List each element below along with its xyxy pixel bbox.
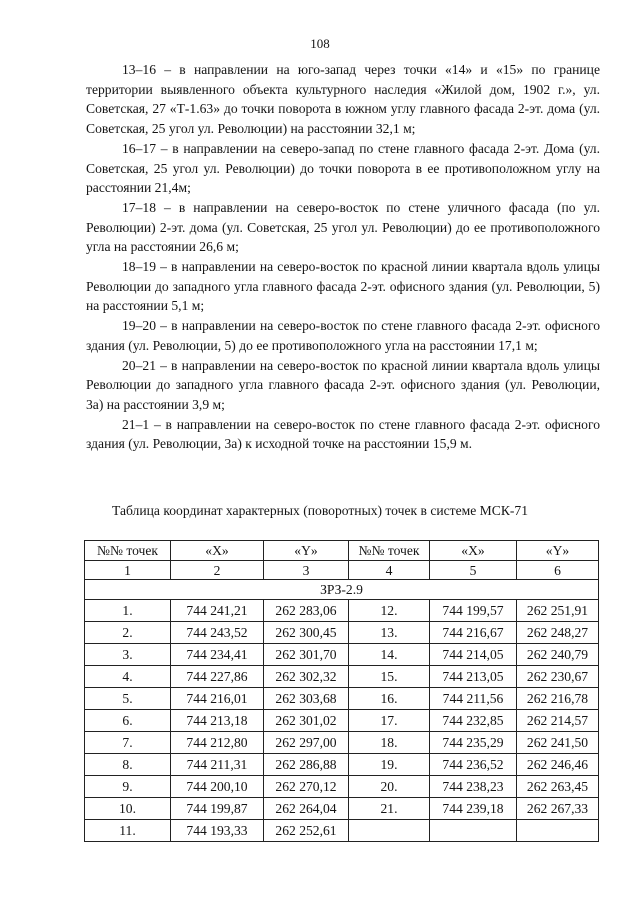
x-coordinate: 744 238,23 [430,776,517,798]
x-coordinate: 744 227,86 [171,666,264,688]
x-coordinate: 744 200,10 [171,776,264,798]
table-row [85,600,599,622]
paragraph: 13–16 – в направлении на юго-запад через точки «14» и «15» по границе территории выявленного объекта культурного наследия «Жилой дом, 1902 г.», ул. Советская, 27 «Т-1.63» до точки поворота в южном углу главного фасада 2-эт. дома (ул. Советская, 25 угол ул. Революции) на расстоянии 32,1 м; [86,62,600,137]
column-header: «Y» [264,541,349,561]
column-index: 4 [349,561,430,580]
column-header: №№ точек [85,541,171,561]
y-coordinate: 262 302,32 [264,666,349,688]
table-row [85,776,599,798]
point-number: 4. [85,666,171,688]
point-number: 8. [85,754,171,776]
x-coordinate: 744 243,52 [171,622,264,644]
column-index: 1 [85,561,171,580]
y-coordinate: 262 267,33 [517,798,599,820]
y-coordinate [517,820,599,842]
column-index-row [85,561,599,580]
page-number: 108 [310,36,330,51]
column-header: «X» [430,541,517,561]
y-coordinate: 262 252,61 [264,820,349,842]
paragraph: 17–18 – в направлении на северо-восток по стене уличного фасада (по ул. Революции) 2-эт. дома (ул. Советская, 25 угол ул. Революции) до ее противоположного угла на расстоянии 26,6 м; [86,199,600,255]
column-index: 6 [517,561,599,580]
y-coordinate: 262 286,88 [264,754,349,776]
column-index: 3 [264,561,349,580]
table-row [85,644,599,666]
x-coordinate: 744 199,87 [171,798,264,820]
point-number: 21. [349,798,430,820]
paragraph: 21–1 – в направлении на северо-восток по стене главного фасада 2-эт. офисного здания (ул. Революции, 3а) к исходной точке на расстоянии 15,9 м. [86,416,600,452]
x-coordinate: 744 211,31 [171,754,264,776]
table-row [85,622,599,644]
y-coordinate: 262 240,79 [517,644,599,666]
point-number: 6. [85,710,171,732]
column-header: «X» [171,541,264,561]
y-coordinate: 262 230,67 [517,666,599,688]
x-coordinate: 744 232,85 [430,710,517,732]
y-coordinate: 262 214,57 [517,710,599,732]
y-coordinate: 262 248,27 [517,622,599,644]
section-label: ЗРЗ-2.9 [85,580,599,600]
point-number: 3. [85,644,171,666]
point-number: 7. [85,732,171,754]
y-coordinate: 262 300,45 [264,622,349,644]
table-body [85,600,599,842]
y-coordinate: 262 251,91 [517,600,599,622]
point-number: 5. [85,688,171,710]
y-coordinate: 262 270,12 [264,776,349,798]
point-number: 10. [85,798,171,820]
x-coordinate: 744 234,41 [171,644,264,666]
column-index: 2 [171,561,264,580]
table-title: Таблица координат характерных (поворотных) точек в системе МСК-71 [111,503,529,518]
paragraph: 16–17 – в направлении на северо-запад по стене главного фасада 2-эт. Дома (ул. Советская, 25 угол ул. Революции) до точки поворота в ее противоположном углу на расстоянии 21,4м; [86,140,600,196]
paragraph: 18–19 – в направлении на северо-восток по красной линии квартала вдоль улицы Революции до западного угла главного фасада 2-эт. офисного здания (ул. Революции, 5) на расстоянии 5,1 м; [86,259,600,314]
table-row [85,798,599,820]
table-row [85,820,599,842]
table-header-row [85,541,599,561]
y-coordinate: 262 216,78 [517,688,599,710]
x-coordinate: 744 236,52 [430,754,517,776]
y-coordinate: 262 283,06 [264,600,349,622]
point-number: 14. [349,644,430,666]
boundary-description [86,60,600,454]
x-coordinate: 744 241,21 [171,600,264,622]
point-number: 18. [349,732,430,754]
point-number: 19. [349,754,430,776]
point-number: 12. [349,600,430,622]
table-row [85,732,599,754]
point-number: 16. [349,688,430,710]
point-number: 17. [349,710,430,732]
point-number: 1. [85,600,171,622]
table-row [85,754,599,776]
x-coordinate: 744 199,57 [430,600,517,622]
x-coordinate: 744 193,33 [171,820,264,842]
point-number: 2. [85,622,171,644]
point-number: 13. [349,622,430,644]
x-coordinate: 744 239,18 [430,798,517,820]
y-coordinate: 262 241,50 [517,732,599,754]
point-number: 20. [349,776,430,798]
x-coordinate: 744 212,80 [171,732,264,754]
y-coordinate: 262 246,46 [517,754,599,776]
y-coordinate: 262 264,04 [264,798,349,820]
x-coordinate: 744 235,29 [430,732,517,754]
y-coordinate: 262 263,45 [517,776,599,798]
point-number [349,820,430,842]
paragraph: 19–20 – в направлении на северо-восток по стене главного фасада 2-эт. офисного здания (ул. Революции, 5) до ее противоположного угла на расстоянии 17,1 м; [86,318,600,353]
x-coordinate: 744 214,05 [430,644,517,666]
x-coordinate: 744 216,67 [430,622,517,644]
column-header: «Y» [517,541,599,561]
y-coordinate: 262 303,68 [264,688,349,710]
table-row [85,710,599,732]
x-coordinate: 744 213,18 [171,710,264,732]
section-row [85,580,599,600]
coordinates-table [84,540,599,842]
point-number: 15. [349,666,430,688]
x-coordinate: 744 211,56 [430,688,517,710]
paragraph: 20–21 – в направлении на северо-восток по красной линии квартала вдоль улицы Революции до западного угла главного фасада 2-эт. офисного здания (ул. Революции, 3а) на расстоянии 3,9 м; [86,357,600,412]
point-number: 9. [85,776,171,798]
column-header: №№ точек [349,541,430,561]
table-row [85,666,599,688]
y-coordinate: 262 301,70 [264,644,349,666]
table-row [85,688,599,710]
x-coordinate: 744 213,05 [430,666,517,688]
x-coordinate [430,820,517,842]
y-coordinate: 262 297,00 [264,732,349,754]
y-coordinate: 262 301,02 [264,710,349,732]
column-index: 5 [430,561,517,580]
x-coordinate: 744 216,01 [171,688,264,710]
point-number: 11. [85,820,171,842]
